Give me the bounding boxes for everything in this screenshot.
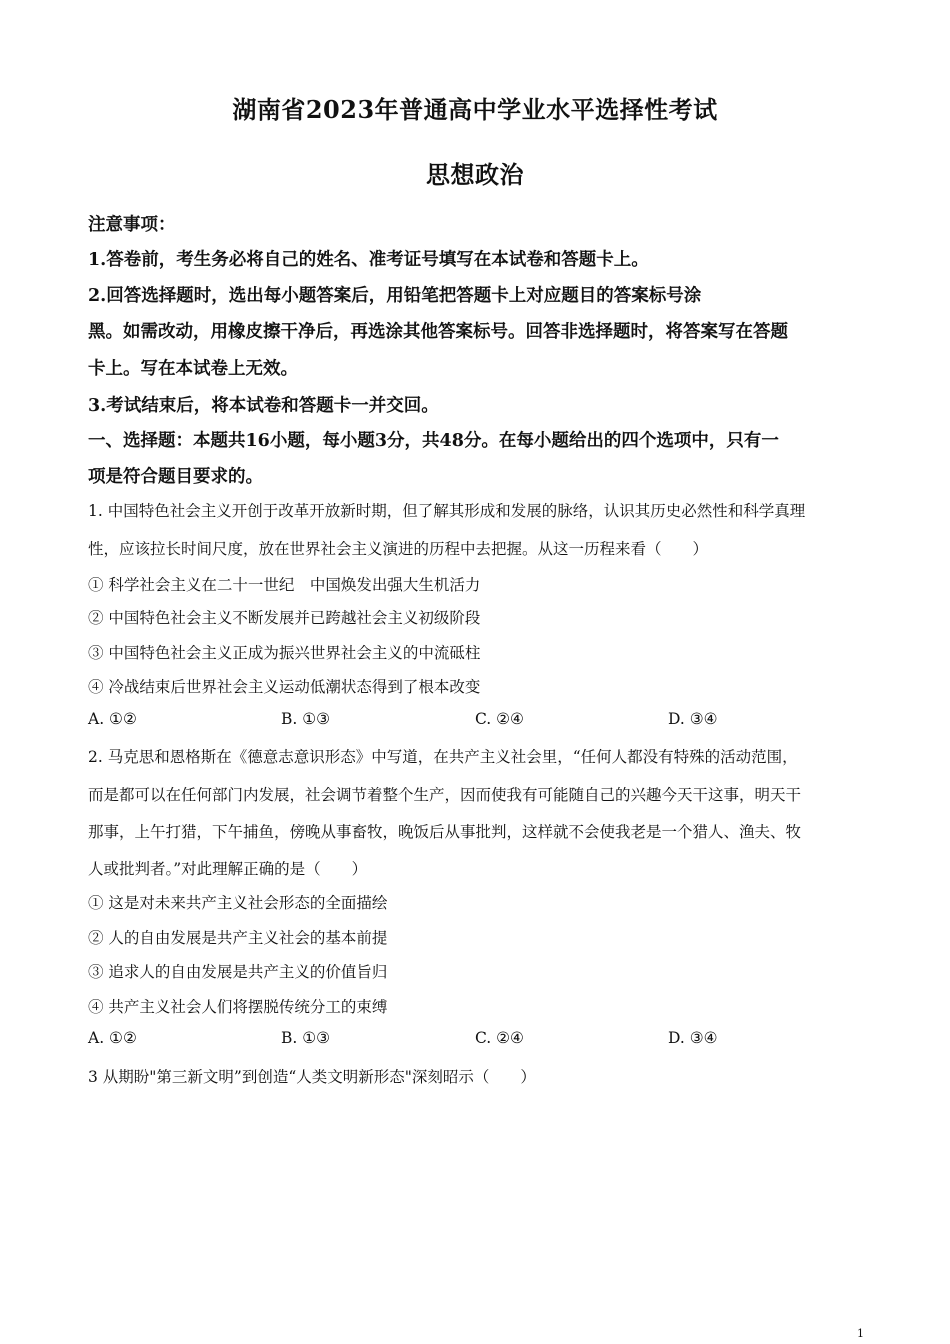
q1-statement-1: ① 科学社会主义在二十一世纪 中国焕发出强大生机活力 — [88, 576, 481, 594]
q2-stem-line-1: 2. 马克思和恩格斯在《德意志意识形态》中写道，在共产主义社会里，“任何人都没有特殊的活动范围， — [88, 748, 798, 766]
q2-statement-4: ④ 共产主义社会人们将摆脱传统分工的束缚 — [88, 998, 388, 1016]
q2-stem-line-2: 而是都可以在任何部门内发展，社会调节着整个生产，因而使我有可能随自己的兴趣今天干这事，明天干 — [88, 786, 802, 804]
q1-statement-2: ② 中国特色社会主义不断发展并已跨越社会主义初级阶段 — [88, 609, 481, 627]
notice-heading: 注意事项： — [88, 215, 176, 235]
notice-item-2-line-3: 卡上。写在本试卷上无效。 — [88, 359, 298, 379]
q2-statement-1: ① 这是对未来共产主义社会形态的全面描绘 — [88, 894, 388, 912]
q1-option-b: B. ①③ — [281, 710, 331, 728]
q1-option-d: D. ③④ — [668, 710, 718, 728]
q2-statement-3: ③ 追求人的自由发展是共产主义的价值旨归 — [88, 963, 388, 981]
q1-option-c: C. ②④ — [475, 710, 524, 728]
notice-item-2-line-2: 黑。如需改动，用橡皮擦干净后，再选涂其他答案标号。回答非选择题时，将答案写在答题 — [88, 322, 788, 342]
q2-option-b: B. ①③ — [281, 1029, 331, 1047]
q2-stem-line-4: 人或批判者。”对此理解正确的是（ ） — [88, 860, 368, 878]
exam-title: 湖南省2023年普通高中学业水平选择性考试 — [232, 95, 718, 124]
subject-title: 思想政治 — [426, 160, 524, 189]
q1-option-a: A. ①② — [88, 710, 137, 728]
q1-statement-4: ④ 冷战结束后世界社会主义运动低潮状态得到了根本改变 — [88, 678, 481, 696]
q2-stem-line-3: 那事，上午打猎，下午捕鱼，傍晚从事畜牧，晚饭后从事批判，这样就不会使我老是一个猎人、渔夫、牧 — [88, 823, 802, 841]
q2-option-c: C. ②④ — [475, 1029, 524, 1047]
q2-option-a: A. ①② — [88, 1029, 137, 1047]
page-number: 1 — [857, 1327, 864, 1340]
q1-stem-line-2: 性，应该拉长时间尺度，放在世界社会主义演进的历程中去把握。从这一历程来看（ ） — [88, 540, 709, 558]
notice-item-2-line-1: 2.回答选择题时，选出每小题答案后，用铅笔把答题卡上对应题目的答案标号涂 — [88, 286, 702, 306]
q2-statement-2: ② 人的自由发展是共产主义社会的基本前提 — [88, 929, 388, 947]
q3-stem-line-1: 3 从期盼"第三新文明”到创造“人类文明新形态"深刻昭示（ ） — [88, 1068, 536, 1086]
section-heading-line-1: 一、选择题：本题共16小题，每小题3分，共48分。在每小题给出的四个选项中，只有一 — [88, 431, 779, 451]
q1-statement-3: ③ 中国特色社会主义正成为振兴世界社会主义的中流砥柱 — [88, 644, 481, 662]
notice-item-3: 3.考试结束后，将本试卷和答题卡一并交回。 — [88, 396, 439, 416]
q1-stem-line-1: 1. 中国特色社会主义开创于改革开放新时期，但了解其形成和发展的脉络，认识其历史必然性和科学真理 — [88, 502, 806, 520]
notice-item-1: 1.答卷前，考生务必将自己的姓名、准考证号填写在本试卷和答题卡上。 — [88, 250, 649, 270]
q2-option-d: D. ③④ — [668, 1029, 718, 1047]
section-heading-line-2: 项是符合题目要求的。 — [88, 467, 263, 487]
